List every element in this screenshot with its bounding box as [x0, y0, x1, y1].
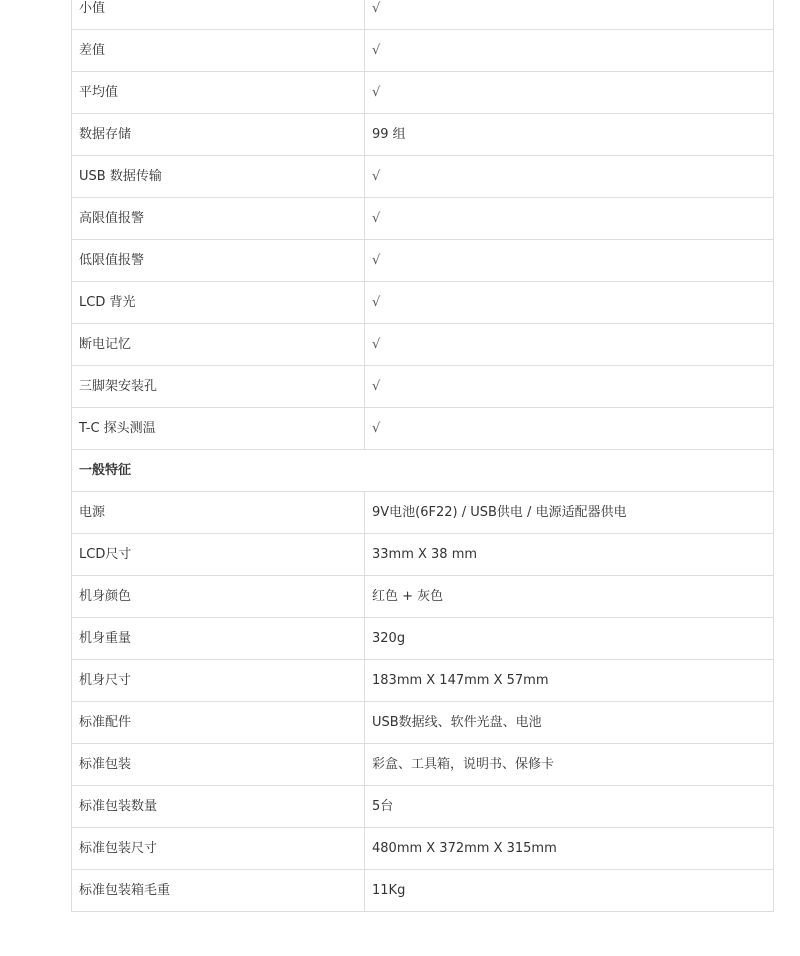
spec-label: 机身尺寸	[72, 660, 365, 702]
spec-value: 5台	[365, 786, 774, 828]
spec-value: √	[365, 282, 774, 324]
spec-label: 小值	[72, 0, 365, 30]
table-row	[72, 240, 774, 282]
spec-value: √	[365, 30, 774, 72]
spec-label: T-C 探头测温	[72, 408, 365, 450]
spec-value: √	[365, 198, 774, 240]
spec-table	[71, 0, 774, 912]
spec-label: LCD尺寸	[72, 534, 365, 576]
spec-label: 标准包装箱毛重	[72, 870, 365, 912]
spec-label: 标准包装	[72, 744, 365, 786]
spec-value: √	[365, 408, 774, 450]
table-row	[72, 366, 774, 408]
spec-label: 机身重量	[72, 618, 365, 660]
spec-value: USB数据线、软件光盘、电池	[365, 702, 774, 744]
spec-label: 电源	[72, 492, 365, 534]
table-row	[72, 870, 774, 912]
spec-value: √	[365, 324, 774, 366]
table-row	[72, 324, 774, 366]
spec-label: 断电记忆	[72, 324, 365, 366]
table-row	[72, 114, 774, 156]
spec-label: 平均值	[72, 72, 365, 114]
table-row	[72, 576, 774, 618]
spec-label: 标准包装尺寸	[72, 828, 365, 870]
table-row	[72, 702, 774, 744]
table-row	[72, 0, 774, 30]
spec-label: 标准包装数量	[72, 786, 365, 828]
table-row	[72, 534, 774, 576]
spec-value: 33mm X 38 mm	[365, 534, 774, 576]
section-title: 一般特征	[72, 450, 774, 492]
spec-value: 99 组	[365, 114, 774, 156]
spec-value: 红色 + 灰色	[365, 576, 774, 618]
spec-value: √	[365, 0, 774, 30]
spec-value: 9V电池(6F22) / USB供电 / 电源适配器供电	[365, 492, 774, 534]
spec-label: 高限值报警	[72, 198, 365, 240]
spec-label: 三脚架安装孔	[72, 366, 365, 408]
spec-value: 320g	[365, 618, 774, 660]
table-row	[72, 492, 774, 534]
spec-label: 机身颜色	[72, 576, 365, 618]
spec-value: 480mm X 372mm X 315mm	[365, 828, 774, 870]
spec-label: 标准配件	[72, 702, 365, 744]
table-row	[72, 156, 774, 198]
spec-label: USB 数据传输	[72, 156, 365, 198]
spec-label: 差值	[72, 30, 365, 72]
spec-label: 数据存储	[72, 114, 365, 156]
spec-value: √	[365, 240, 774, 282]
table-row	[72, 72, 774, 114]
spec-label: 低限值报警	[72, 240, 365, 282]
table-row	[72, 828, 774, 870]
table-row	[72, 282, 774, 324]
table-row	[72, 198, 774, 240]
section-header-row	[72, 450, 774, 492]
table-row	[72, 618, 774, 660]
spec-label: LCD 背光	[72, 282, 365, 324]
table-row	[72, 660, 774, 702]
spec-value: √	[365, 72, 774, 114]
spec-value: 183mm X 147mm X 57mm	[365, 660, 774, 702]
spec-value: 彩盒、工具箱，说明书、保修卡	[365, 744, 774, 786]
spec-value: 11Kg	[365, 870, 774, 912]
table-row	[72, 744, 774, 786]
spec-value: √	[365, 366, 774, 408]
table-row	[72, 30, 774, 72]
table-row	[72, 786, 774, 828]
table-row	[72, 408, 774, 450]
spec-value: √	[365, 156, 774, 198]
